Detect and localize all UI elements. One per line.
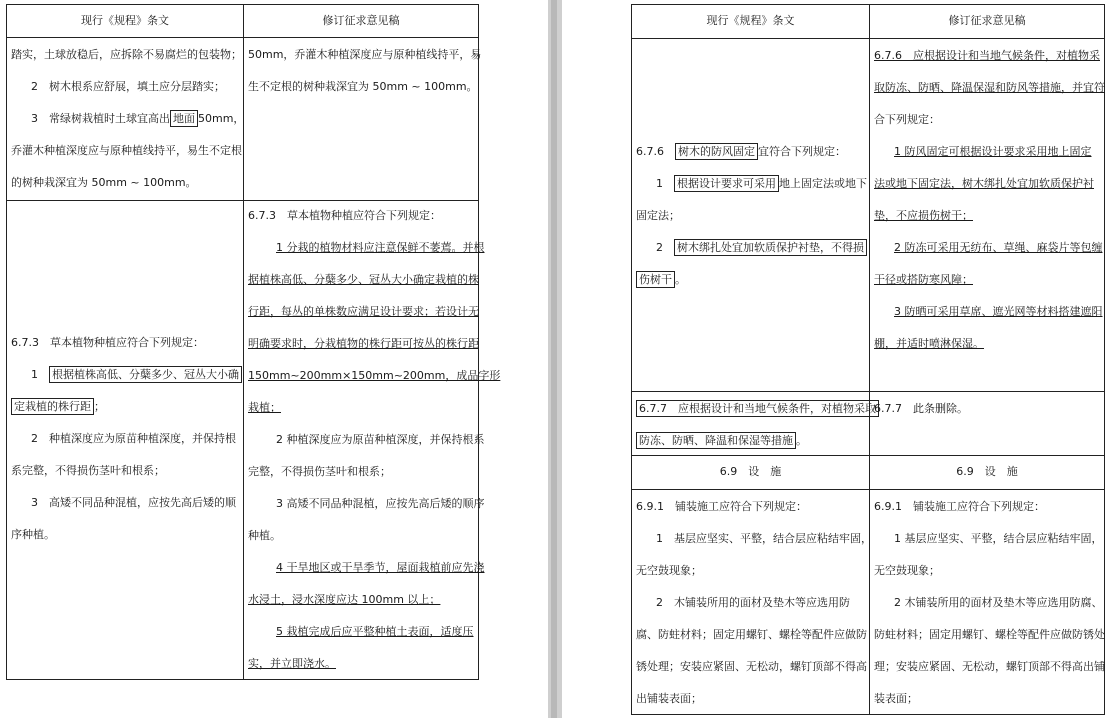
left-header-current: 现行《规程》条文 bbox=[81, 14, 169, 27]
page-divider bbox=[548, 0, 562, 718]
boxed-text: 根据植株高低、分蘖多少、冠丛大小确 bbox=[49, 366, 242, 383]
right-row1-revised: 6.7.6 应根据设计和当地气候条件，对植物采 取防冻、防晒、降温保湿和防风等措施，并宜符 合下列规定： 1 防风固定可根据设计要求采用地上固定 法或地下固定法，树木绑扎处宜加软质保护衬 垫，不应损伤树干； 2 防冻可采用无纺布、草绳、麻袋片等包缠 干径或搭防寒风障； 3 防晒可采用草席、遮光网等材料搭建遮阳 棚，并适时喷淋保湿。 bbox=[874, 49, 1105, 350]
right-section-title-revised: 6.9 设 施 bbox=[956, 465, 1018, 478]
right-row2-revised: 6.7.7 此条删除。 bbox=[874, 402, 968, 415]
left-row2-revised: 6.7.3 草本植物种植应符合下列规定： 1 分栽的植物材料应注意保鲜不萎蔫。并根 据植株高低、分蘖多少、冠丛大小确定栽植的株 行距，每丛的单株数应满足设计要求；若设计无 明确要求时，分栽植物的株行距可按丛的株行距 150mm~200mm×150mm~200mm，成品字形 栽植； 2 种植深度应为原苗种植深度，并保持根系 完整，不得损伤茎叶和根系； 3 高矮不同品种混植，应按先高后矮的顺序 种植。 4 干旱地区或干旱季节，屋面栽植前应先浇 水浸土，浸水深度应达 100mm 以上； 5 栽植完成后应平整种植土表面，适度压 实，并立即浇水。 bbox=[248, 209, 501, 670]
right-row2-current: 6.7.7 应根据设计和当地气候条件，对植物采取 防冻、防晒、降温和保湿等措施 。 bbox=[636, 393, 866, 457]
right-header-current: 现行《规程》条文 bbox=[706, 14, 795, 27]
right-section-title-current: 6.9 设 施 bbox=[719, 465, 782, 478]
right-row4-current: 6.9.1 铺装施工应符合下列规定： 1 基层应坚实、平整，结合层应粘结牢固， 无空鼓现象； 2 木铺装所用的面材及垫木等应选用防 腐、防蛀材料；固定用螺钉、螺栓等配件应做防 锈处理；安装应紧固、无松动，螺钉顶部不得高 出铺装表面； bbox=[636, 500, 872, 705]
left-page bbox=[0, 0, 548, 718]
right-page bbox=[562, 0, 1110, 718]
left-row1-current: 踏实，土球放稳后，应拆除不易腐烂的包装物； 2 树木根系应舒展，填土应分层踏实； 3 常绿树栽植时土球宜高出 地面 50mm， 乔灌木种植深度应与原种植线持平，易生不定根 的树种栽深宜为 50mm ~ 100mm。 bbox=[11, 48, 245, 189]
boxed-text: 地面 bbox=[170, 110, 198, 127]
right-row1-current: 6.7.6 树木的防风固定 宜符合下列规定： 1 根据设计要求可采用 地上固定法或地下 固定法； 2 树木绑扎处宜加软质保护衬垫，不得损 伤树干 。 bbox=[636, 145, 867, 286]
boxed-text: 树木绑扎处宜加软质保护衬垫，不得损 bbox=[674, 239, 867, 256]
right-comparison-table bbox=[631, 4, 1105, 715]
left-header-revised: 修订征求意见稿 bbox=[322, 14, 400, 27]
right-header-revised: 修订征求意见稿 bbox=[948, 14, 1026, 27]
left-comparison-table bbox=[6, 4, 501, 680]
boxed-text: 树木的防风固定 bbox=[675, 143, 758, 160]
left-row1-revised: 50mm，乔灌木种植深度应与原种植线持平，易 生不定根的树种栽深宜为 50mm ~ 100mm。 bbox=[248, 48, 482, 93]
boxed-text: 6.7.7 应根据设计和当地气候条件，对植物采取 bbox=[636, 400, 879, 417]
boxed-text: 伤树干 bbox=[636, 271, 675, 288]
right-row4-revised: 6.9.1 铺装施工应符合下列规定： 1 基层应坚实、平整，结合层应粘结牢固， 无空鼓现象； 2 木铺装所用的面材及垫木等应选用防腐、 防蛀材料；固定用螺钉、螺栓等配件应做防锈处 理；安装应紧固、无松动，螺钉顶部不得高出铺 装表面； bbox=[874, 500, 1105, 705]
boxed-text: 定栽植的株行距 bbox=[11, 398, 94, 415]
left-row2-current: 6.7.3 草本植物种植应符合下列规定： 1 根据植株高低、分蘖多少、冠丛大小确 定栽植的株行距 ； 2 种植深度应为原苗种植深度，并保持根 系完整，不得损伤茎叶和根系； 3 高矮不同品种混植，应按先高后矮的顺 序种植。 bbox=[11, 327, 241, 551]
boxed-text: 防冻、防晒、降温和保湿等措施 bbox=[636, 432, 796, 449]
boxed-text: 根据设计要求可采用 bbox=[674, 175, 779, 192]
